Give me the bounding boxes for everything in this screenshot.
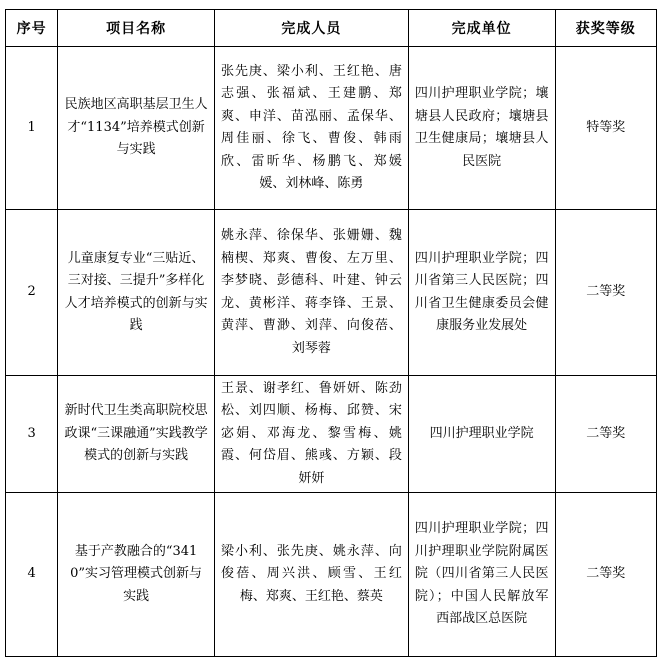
units-text: 四川护理职业学院	[429, 425, 534, 441]
header-units: 完成单位	[408, 10, 555, 47]
row-people	[214, 376, 408, 493]
row-award-level: 二等奖	[555, 376, 656, 493]
units-text: 四川护理职业学院；四川省第三人民医院；四川省卫生健康委员会健康服务业发展处	[414, 250, 549, 333]
row-project-name	[58, 376, 215, 493]
row-no: 3	[6, 376, 58, 493]
row-no: 1	[6, 47, 58, 210]
project-name-text: 民族地区高职基层卫生人才“1134”培养模式创新与实践	[64, 97, 208, 158]
people-text: 张先庚、梁小利、王红艳、唐志强、张福斌、王建鹏、郑爽、申洋、苗泓丽、孟保华、周佳丽、徐飞、曹俊、韩雨欣、雷昕华、杨鹏飞、郑媛媛、刘林峰、陈勇	[220, 63, 402, 191]
row-award-level: 二等奖	[555, 493, 656, 657]
table-row	[6, 210, 657, 376]
row-people	[214, 210, 408, 376]
header-people: 完成人员	[214, 10, 408, 47]
row-project-name	[58, 493, 215, 657]
header-no: 序号	[6, 10, 58, 47]
table-row	[6, 376, 657, 493]
project-name-text: 基于产教融合的“3410”实习管理模式创新与实践	[70, 543, 203, 604]
row-project-name	[58, 47, 215, 210]
project-name-text: 新时代卫生类高职院校思政课“三课融通”实践教学模式的创新与实践	[64, 403, 208, 464]
row-award-level: 特等奖	[555, 47, 656, 210]
row-project-name	[58, 210, 215, 376]
units-text: 四川护理职业学院；四川护理职业学院附属医院（四川省第三人民医院）；中国人民解放军西部战区总医院	[414, 521, 549, 627]
row-units	[408, 210, 555, 376]
row-people	[214, 47, 408, 210]
awards-table	[5, 9, 657, 657]
people-text: 梁小利、张先庚、姚永萍、向俊蓓、周兴洪、顾雪、王红梅、郑爽、王红艳、蔡英	[220, 543, 402, 604]
row-no: 4	[6, 493, 58, 657]
people-text: 王景、谢孝红、鲁妍妍、陈劲松、刘四顺、杨梅、邱赞、宋宓娟、邓海龙、黎雪梅、姚霞、何岱眉、熊彧、方颖、段妍妍	[220, 380, 402, 486]
table-row	[6, 493, 657, 657]
header-project-name: 项目名称	[58, 10, 215, 47]
units-text: 四川护理职业学院；壤塘县人民政府；壤塘县卫生健康局；壤塘县人民医院	[414, 86, 549, 169]
row-award-level: 二等奖	[555, 210, 656, 376]
project-name-text: 儿童康复专业“三贴近、三对接、三提升”多样化人才培养模式的创新与实践	[64, 250, 208, 333]
row-no: 2	[6, 210, 58, 376]
header-row	[6, 10, 657, 47]
people-text: 姚永萍、徐保华、张姗姗、魏楠楔、郑爽、曹俊、左万里、李梦晓、彭德科、叶建、钟云龙、黄彬洋、蒋李锋、王景、黄萍、曹渺、刘萍、向俊蓓、刘琴蓉	[220, 228, 402, 356]
row-units	[408, 47, 555, 210]
row-units	[408, 493, 555, 657]
table-row	[6, 47, 657, 210]
header-award-level: 获奖等级	[555, 10, 656, 47]
row-units	[408, 376, 555, 493]
row-people	[214, 493, 408, 657]
